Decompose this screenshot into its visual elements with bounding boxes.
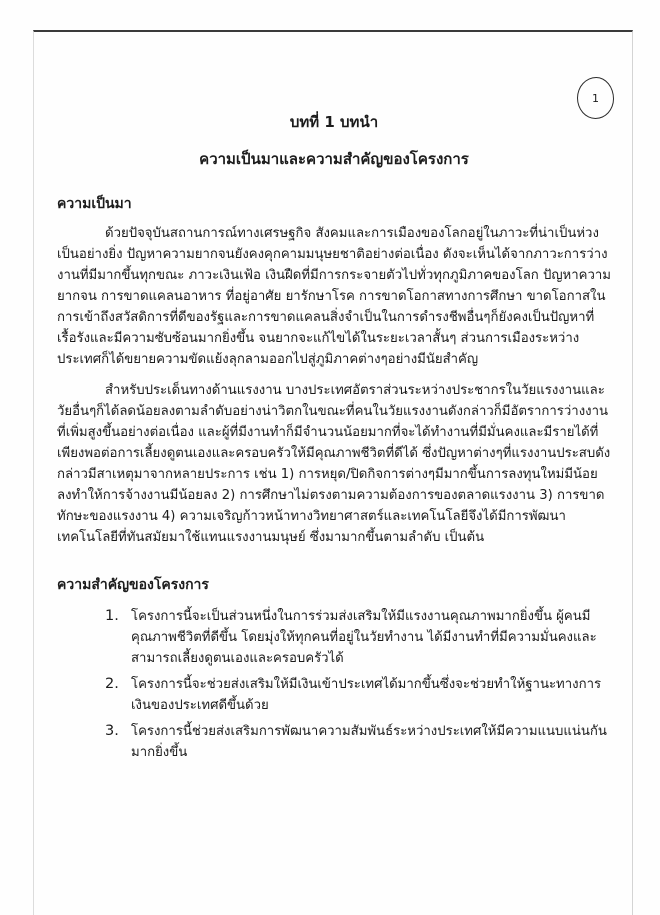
- chapter-subtitle: ความเป็นมาและความสำคัญของโครงการ: [199, 150, 469, 168]
- list-item: [57, 606, 611, 669]
- section-heading-importance: ความสำคัญของโครงการ: [57, 577, 209, 593]
- list-item-text: โครงการนี้ช่วยส่งเสริมการพัฒนาความสัมพันธ์ระหว่างประเทศให้มีความแนบแน่นกันมากยิ่งขึ้น: [131, 724, 607, 760]
- page-number: 1: [592, 91, 599, 105]
- list-item-number: 3.: [105, 723, 119, 739]
- importance-list: [57, 606, 611, 763]
- list-item-text: โครงการนี้จะเป็นส่วนหนึ่งในการร่วมส่งเสริมให้มีแรงงานคุณภาพมากยิ่งขึ้น ผู้คนมีคุณภาพชีวิตที่ดีขึ้น โดยมุ่งให้ทุกคนที่อยู่ในวัยทำงาน ได้มีงานทำที่มีความมั่นคงและสามารถเลี้ยงดูตนเองและครอบครัวได้: [131, 609, 597, 666]
- background-paragraph-1: ด้วยปัจจุบันสถานการณ์ทางเศรษฐกิจ สังคมและการเมืองของโลกอยู่ในภาวะที่น่าเป็นห่วงเป็นอย่างยิ่ง ปัญหาความยากจนยังคงคุกคามมนุษยชาติอย่างต่อเนื่อง ดังจะเห็นได้จากภาวะการว่างงานที่มีมากขึ้นทุกขณะ ภาวะเงินเฟ้อ เงินฝืดที่มีการกระจายตัวไปทั่วทุกภูมิภาคของโลก ปัญหาความยากจน การขาดแคลนอาหาร ที่อยู่อาศัย ยารักษาโรค การขาดโอกาสทางการศึกษา ขาดโอกาสในการเข้าถึงสวัสดิการที่ดีของรัฐและการขาดแคลนสิ่งจำเป็นในการดำรงชีพอื่นๆก็ยังคงเป็นปัญหาที่เรื้อรังและมีความซับซ้อนมากยิ่งขึ้น จนยากจะแก้ไขได้ในระยะเวลาสั้นๆ ส่วนการเมืองระหว่างประเทศก็ได้ขยายความขัดแย้งลุกลามออกไปสู่ภูมิภาคต่างๆอย่างมีนัยสำคัญ: [57, 226, 611, 367]
- section-heading-background: ความเป็นมา: [57, 196, 132, 212]
- chapter-title: บทที่ 1 บทนำ: [289, 113, 379, 131]
- list-item-number: 2.: [105, 676, 119, 692]
- document-body: [57, 0, 611, 763]
- list-item: [57, 674, 611, 716]
- background-paragraph-2: สำหรับประเด็นทางด้านแรงงาน บางประเทศอัตราส่วนระหว่างประชากรในวัยแรงงานและวัยอื่นๆก็ได้ลดน้อยลงตามลำดับอย่างน่าวิตกในขณะที่คนในวัยแรงงานดังกล่าวก็มีอัตราการว่างงานที่เพิ่มสูงขึ้นอย่างต่อเนื่อง และผู้ที่มีงานทำก็มีจำนวนน้อยมากที่จะได้ทำงานที่มีมั่นคงและมีรายได้ที่เพียงพอต่อการเลี้ยงดูตนเองและครอบครัวให้มีคุณภาพชีวิตที่ดีได้ ซึ่งปัญหาต่างๆที่แรงงานประสบดังกล่าวมีสาเหตุมาจากหลายประการ เช่น 1) การหยุด/ปิดกิจการต่างๆมีมากขึ้นการลงทุนใหม่มีน้อยลงทำให้การจ้างงานมีน้อยลง 2) การศึกษาไม่ตรงตามความต้องการของตลาดแรงงาน 3) การขาดทักษะของแรงงาน 4) ความเจริญก้าวหน้าทางวิทยาศาสตร์และเทคโนโลยีจึงได้มีการพัฒนาเทคโนโลยีที่ทันสมัยมาใช้แทนแรงงานมนุษย์ ซึ่งมามากขึ้นตามลำดับ เป็นต้น: [57, 383, 611, 545]
- list-item: [57, 721, 611, 763]
- list-item-text: โครงการนี้จะช่วยส่งเสริมให้มีเงินเข้าประเทศได้มากขึ้นซึ่งจะช่วยทำให้ฐานะทางการเงินของประเทศดีขึ้นด้วย: [131, 677, 602, 713]
- list-item-number: 1.: [105, 608, 119, 624]
